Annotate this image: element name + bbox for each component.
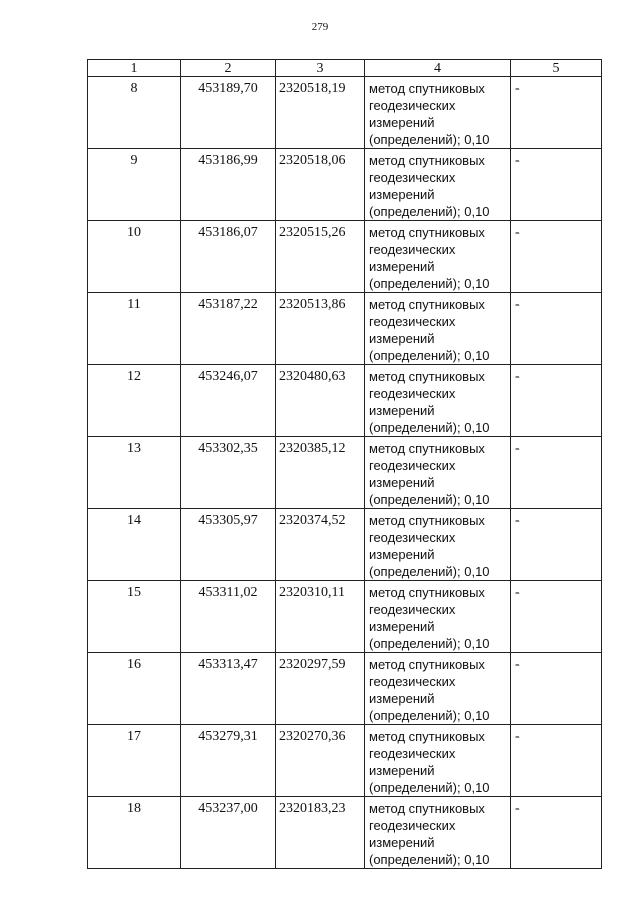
point-number-cell: 11 [88,293,181,365]
point-number-cell: 9 [88,149,181,221]
method-line: геодезических [369,314,456,329]
method-cell [365,653,511,725]
note-cell: - [511,149,602,221]
point-number-cell: 13 [88,437,181,509]
note-cell: - [511,293,602,365]
method-line: метод спутниковых [369,513,485,528]
point-number-cell: 15 [88,581,181,653]
table-row [88,581,602,653]
method-cell [365,293,511,365]
method-line: метод спутниковых [369,585,485,600]
method-line: (определений); 0,10 [369,564,490,579]
method-line: геодезических [369,602,456,617]
x-coordinate-cell: 453186,07 [181,221,276,293]
method-line: метод спутниковых [369,369,485,384]
table-row [88,437,602,509]
method-line: метод спутниковых [369,441,485,456]
method-line: метод спутниковых [369,729,485,744]
y-coordinate-cell: 2320385,12 [276,437,365,509]
page-number: 279 [311,21,329,33]
method-line: измерений [369,403,435,418]
point-number-cell: 17 [88,725,181,797]
y-coordinate-cell: 2320183,23 [276,797,365,869]
table-row [88,77,602,149]
method-line: метод спутниковых [369,153,485,168]
method-line: (определений); 0,10 [369,348,490,363]
method-cell [365,725,511,797]
method-line: (определений); 0,10 [369,276,490,291]
coordinates-table [87,59,602,869]
point-number-cell: 14 [88,509,181,581]
y-coordinate-cell: 2320518,19 [276,77,365,149]
table-row [88,365,602,437]
table-row [88,149,602,221]
point-number-cell: 12 [88,365,181,437]
table-row [88,653,602,725]
x-coordinate-cell: 453237,00 [181,797,276,869]
method-line: измерений [369,187,435,202]
method-line: метод спутниковых [369,81,485,96]
method-cell [365,509,511,581]
method-line: метод спутниковых [369,225,485,240]
method-line: геодезических [369,98,456,113]
table-header-row [88,60,602,77]
method-line: измерений [369,691,435,706]
method-cell [365,365,511,437]
method-line: измерений [369,259,435,274]
note-cell: - [511,581,602,653]
method-line: измерений [369,763,435,778]
y-coordinate-cell: 2320374,52 [276,509,365,581]
table-row [88,221,602,293]
method-line: измерений [369,619,435,634]
method-line: измерений [369,547,435,562]
point-number-cell: 10 [88,221,181,293]
x-coordinate-cell: 453302,35 [181,437,276,509]
method-cell [365,581,511,653]
method-line: измерений [369,115,435,130]
note-cell: - [511,725,602,797]
method-line: метод спутниковых [369,657,485,672]
note-cell: - [511,365,602,437]
method-line: (определений); 0,10 [369,420,490,435]
x-coordinate-cell: 453311,02 [181,581,276,653]
method-line: геодезических [369,242,456,257]
x-coordinate-cell: 453246,07 [181,365,276,437]
y-coordinate-cell: 2320297,59 [276,653,365,725]
method-line: геодезических [369,170,456,185]
method-line: (определений); 0,10 [369,204,490,219]
method-line: геодезических [369,530,456,545]
method-cell [365,77,511,149]
method-line: измерений [369,835,435,850]
x-coordinate-cell: 453313,47 [181,653,276,725]
method-line: геодезических [369,818,456,833]
note-cell: - [511,797,602,869]
x-coordinate-cell: 453189,70 [181,77,276,149]
point-number-cell: 18 [88,797,181,869]
method-line: (определений); 0,10 [369,636,490,651]
note-cell: - [511,509,602,581]
table-row [88,509,602,581]
note-cell: - [511,221,602,293]
column-header: 4 [365,60,511,77]
y-coordinate-cell: 2320480,63 [276,365,365,437]
method-line: измерений [369,475,435,490]
table-row [88,797,602,869]
y-coordinate-cell: 2320310,11 [276,581,365,653]
y-coordinate-cell: 2320518,06 [276,149,365,221]
method-cell [365,221,511,293]
method-line: (определений); 0,10 [369,780,490,795]
x-coordinate-cell: 453305,97 [181,509,276,581]
y-coordinate-cell: 2320270,36 [276,725,365,797]
x-coordinate-cell: 453186,99 [181,149,276,221]
method-line: (определений); 0,10 [369,132,490,147]
note-cell: - [511,437,602,509]
method-cell [365,437,511,509]
method-line: геодезических [369,458,456,473]
column-header: 2 [181,60,276,77]
method-line: метод спутниковых [369,801,485,816]
note-cell: - [511,77,602,149]
table-row [88,293,602,365]
method-line: метод спутниковых [369,297,485,312]
method-cell [365,797,511,869]
y-coordinate-cell: 2320513,86 [276,293,365,365]
table-row [88,725,602,797]
method-line: геодезических [369,674,456,689]
method-line: (определений); 0,10 [369,492,490,507]
method-line: (определений); 0,10 [369,708,490,723]
method-line: геодезических [369,746,456,761]
column-header: 1 [88,60,181,77]
x-coordinate-cell: 453279,31 [181,725,276,797]
method-line: (определений); 0,10 [369,852,490,867]
note-cell: - [511,653,602,725]
y-coordinate-cell: 2320515,26 [276,221,365,293]
method-cell [365,149,511,221]
x-coordinate-cell: 453187,22 [181,293,276,365]
column-header: 5 [511,60,602,77]
method-line: геодезических [369,386,456,401]
method-line: измерений [369,331,435,346]
column-header: 3 [276,60,365,77]
point-number-cell: 16 [88,653,181,725]
point-number-cell: 8 [88,77,181,149]
